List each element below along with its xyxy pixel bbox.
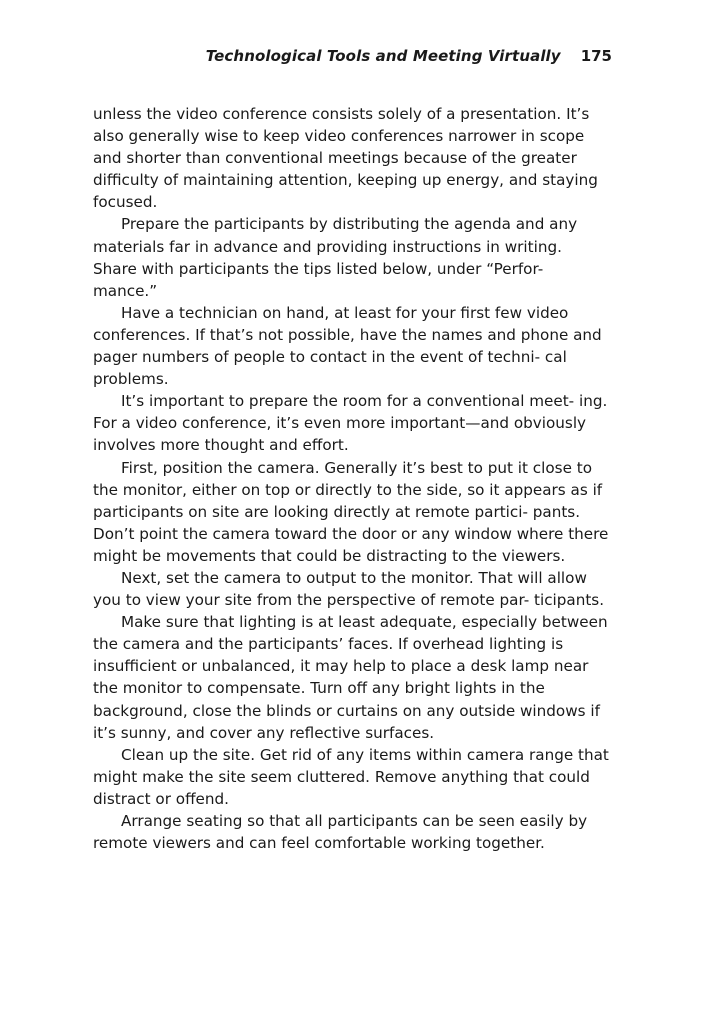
paragraph-prepare-room: It’s important to prepare the room for a conventional meet- ing. For a video conference, it’s even more important—and obviously involves more thought and effort. xyxy=(93,392,608,455)
paragraph-camera-output: Next, set the camera to output to the monitor. That will allow you to view your site from the perspective of remote par- ticipants. xyxy=(93,568,605,610)
paragraph-technician: Have a technician on hand, at least for your first few video conferences. If that’s not possible, have the names and phone and pager numbers of people to contact in the event of techni- cal problems. xyxy=(93,303,602,389)
paragraph-position-camera: First, position the camera. Generally it’s best to put it close to the monitor, either on top or directly to the side, so it appears as if participants on site are looking directly at remote partici- pants. Don’t point the camera toward the door or any window where there might be movements that could be distracting to the viewers. xyxy=(93,458,609,565)
body-text xyxy=(93,103,609,854)
running-head xyxy=(0,46,612,66)
paragraph-continued: unless the video conference consists solely of a presentation. It’s also generally wise to keep video conferences narrower in scope and shorter than conventional meetings because of the greater difficulty of maintaining attention, keeping up energy, and staying focused. xyxy=(93,105,598,212)
chapter-title: Technological Tools and Meeting Virtually xyxy=(205,47,561,65)
page-number: 175 xyxy=(580,47,612,65)
paragraph-prepare-participants: Prepare the participants by distributing the agenda and any materials far in advance and providing instructions in writing. Share with participants the tips listed below, under “Perfor- mance.” xyxy=(93,215,578,300)
paragraph-lighting: Make sure that lighting is at least adequate, especially between the camera and the participants’ faces. If overhead lighting is insufficient or unbalanced, it may help to place a desk lamp near the monitor to compensate. Turn off any bright lights in the background, close the blinds or curtains on any outside windows if it’s sunny, and cover any reflective surfaces. xyxy=(93,613,608,742)
paragraph-clean-site: Clean up the site. Get rid of any items within camera range that might make the site seem cluttered. Remove anything that could distract or offend. xyxy=(93,745,609,808)
paragraph-arrange-seating: Arrange seating so that all participants can be seen easily by remote viewers and can feel comfortable working together. xyxy=(93,812,588,853)
